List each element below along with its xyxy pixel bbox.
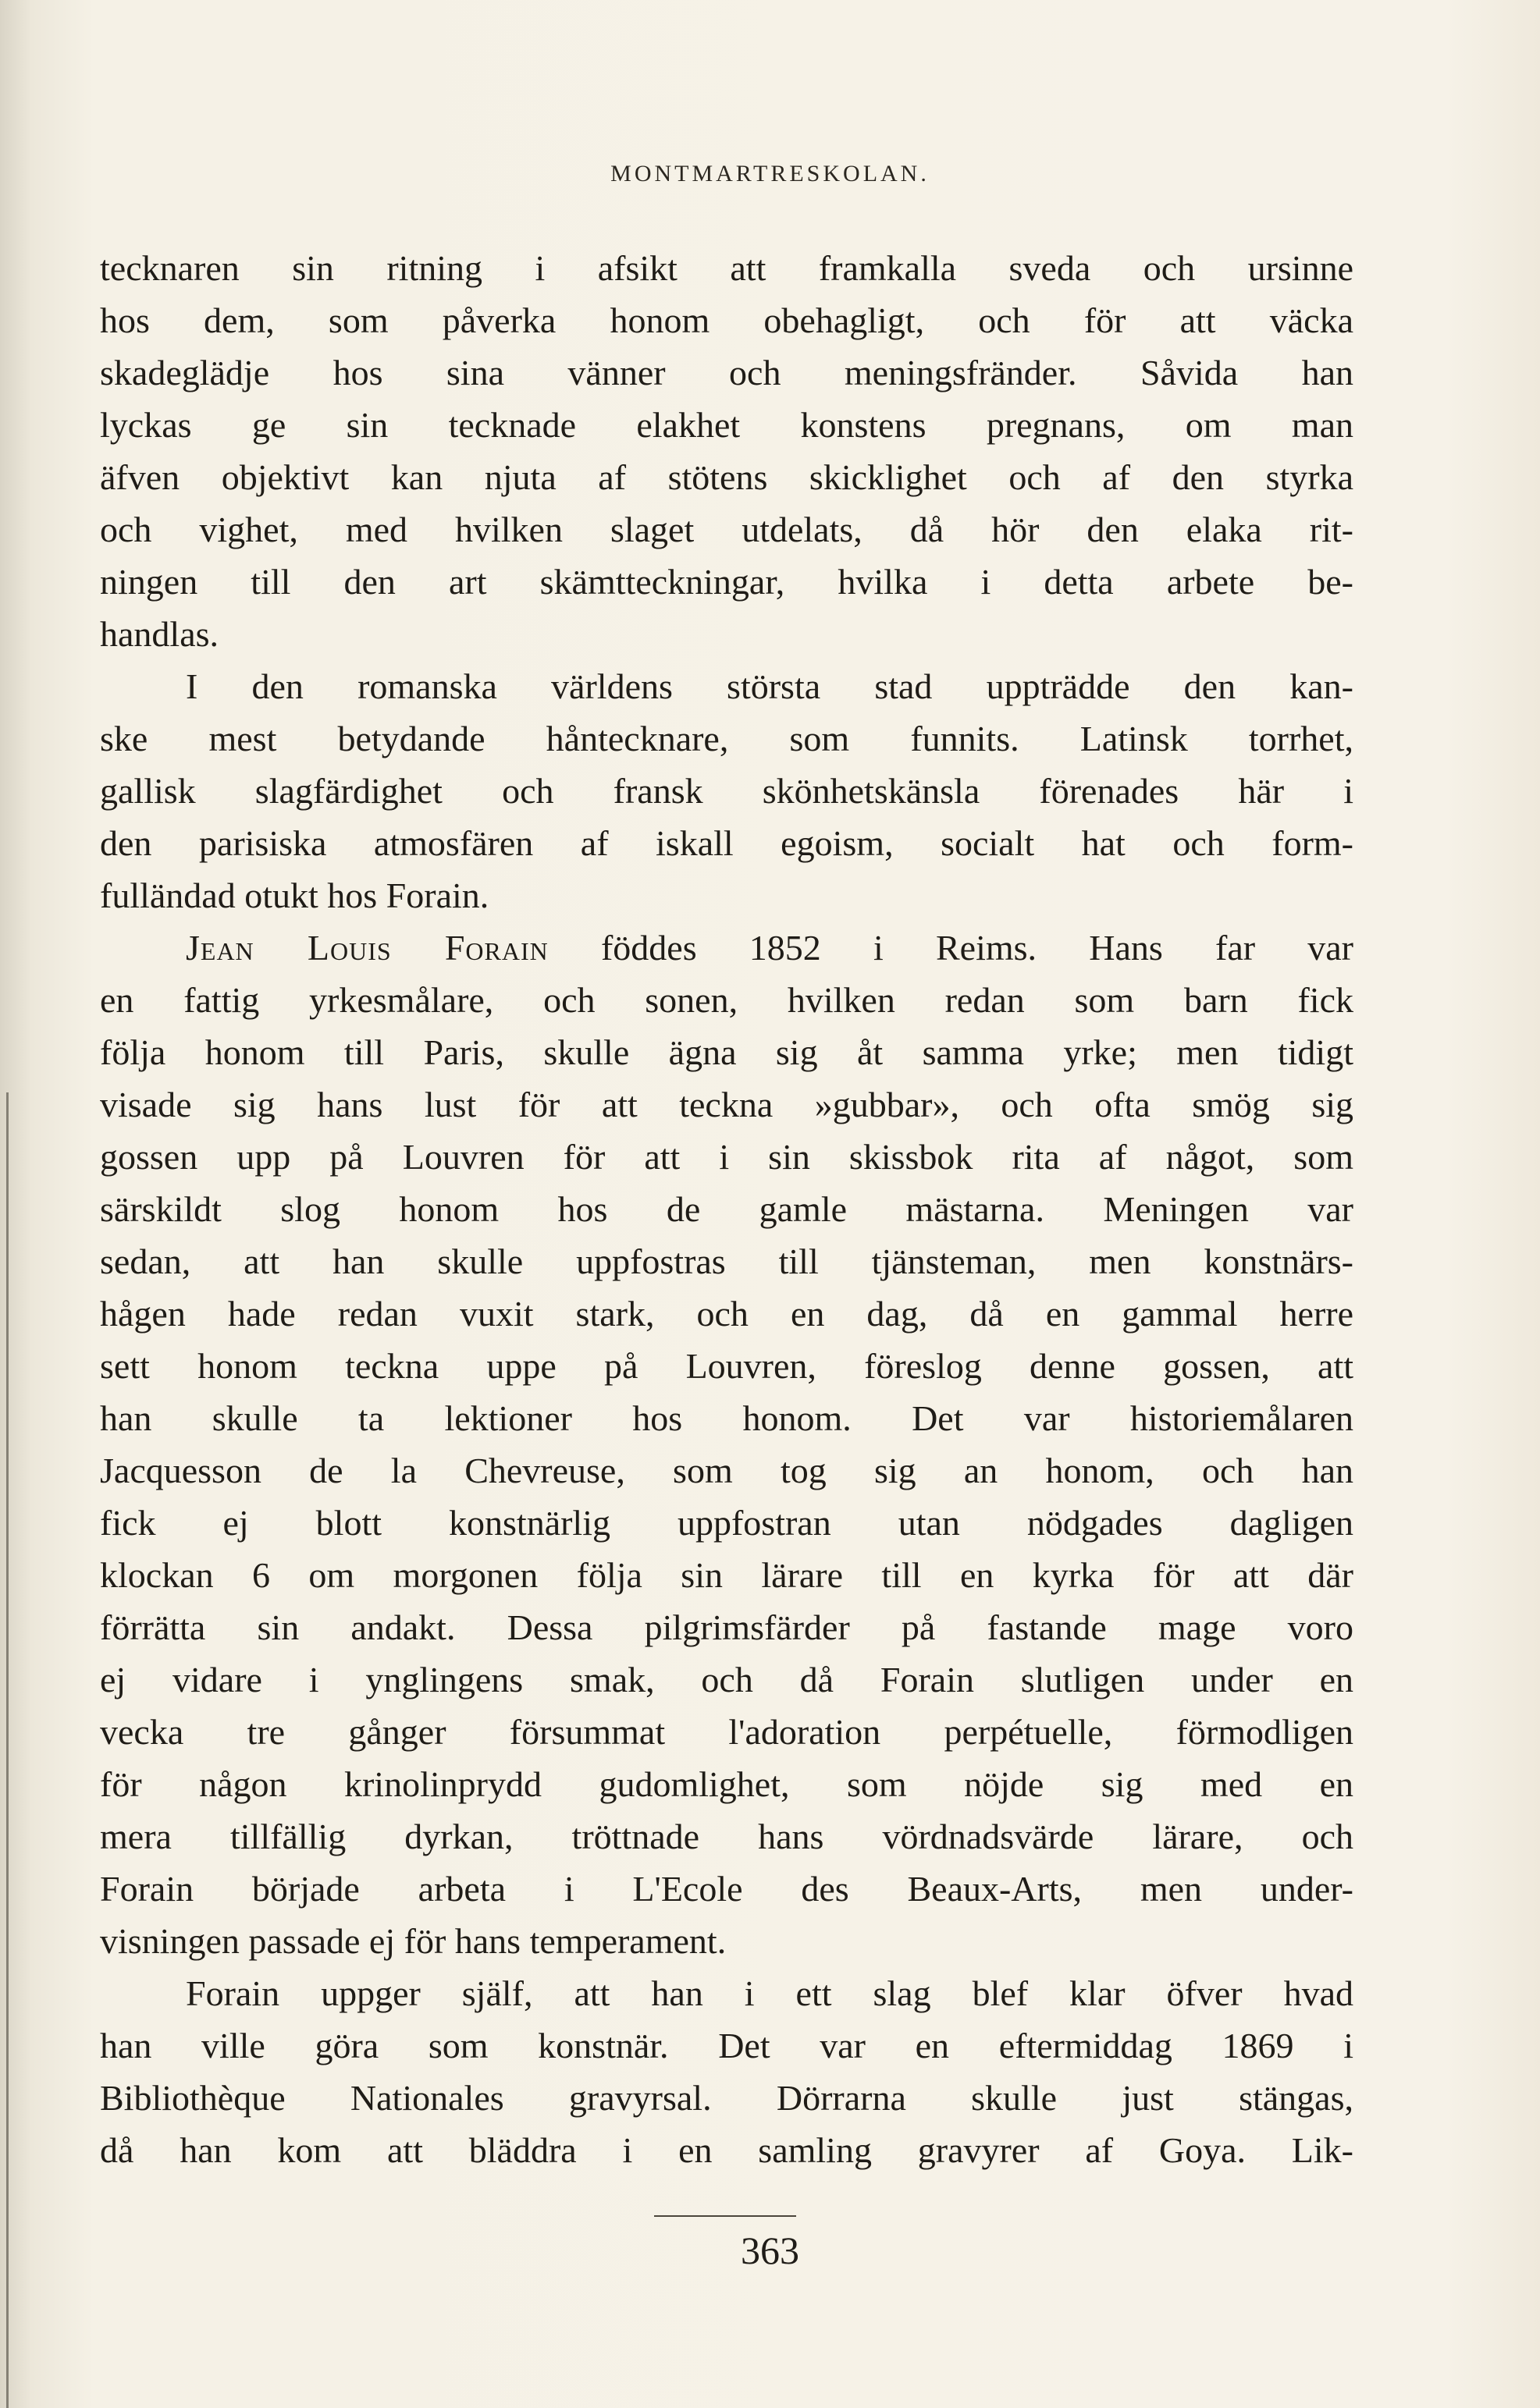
text-line: skadeglädje hos sina vänner och meningsfränder. Såvida han <box>100 353 1353 392</box>
text-line: vecka tre gånger försummat l'adoration perpétuelle, förmodligen <box>100 1712 1353 1752</box>
text-line: ej vidare i ynglingens smak, och då Forain slutligen under en <box>100 1660 1353 1699</box>
text-line: följa honom till Paris, skulle ägna sig åt samma yrke; men tidigt <box>100 1032 1353 1072</box>
text-line: handlas. <box>100 614 219 654</box>
text-line-with-name <box>100 922 1353 974</box>
text-line: han skulle ta lektioner hos honom. Det var historiemålaren <box>100 1398 1353 1438</box>
text-line: sedan, att han skulle uppfostras till tjänsteman, men konstnärs- <box>100 1241 1353 1281</box>
text-line: Jacquesson de la Chevreuse, som tog sig an honom, och han <box>100 1451 1353 1490</box>
text-line: mera tillfällig dyrkan, tröttnade hans vördnadsvärde lärare, och <box>100 1817 1353 1856</box>
text-line: lyckas ge sin tecknade elakhet konstens pregnans, om man <box>100 405 1353 445</box>
text-line: hos dem, som påverka honom obehagligt, och för att väcka <box>100 300 1353 340</box>
text-line: den parisiska atmosfären af iskall egoism, socialt hat och form- <box>100 823 1353 863</box>
text-line: en fattig yrkesmålare, och sonen, hvilken redan som barn fick <box>100 980 1353 1020</box>
text-line: visade sig hans lust för att teckna »gubbar», och ofta smög sig <box>100 1085 1353 1124</box>
text-line: I den romanska världens största stad uppträdde den kan- <box>186 666 1353 706</box>
text-line-rest: föddes 1852 i Reims. Hans far var <box>548 928 1353 968</box>
text-line: Bibliothèque Nationales gravyrsal. Dörrarna skulle just stängas, <box>100 2078 1353 2118</box>
text-line: fick ej blott konstnärlig uppfostran utan nödgades dagligen <box>100 1503 1353 1543</box>
text-line: förrätta sin andakt. Dessa pilgrimsfärder på fastande mage voro <box>100 1607 1353 1647</box>
text-line: sett honom teckna uppe på Louvren, föreslog denne gossen, att <box>100 1346 1353 1386</box>
page-number: 363 <box>741 2229 799 2272</box>
text-line: för någon krinolinprydd gudomlighet, som nöjde sig med en <box>100 1764 1353 1804</box>
text-line: äfven objektivt kan njuta af stötens skicklighet och af den styrka <box>100 457 1353 497</box>
author-name: Jean Louis Forain <box>186 928 549 968</box>
binding-edge <box>6 1092 9 2408</box>
text-line: fulländad otukt hos Forain. <box>100 875 489 915</box>
text-line: klockan 6 om morgonen följa sin lärare till en kyrka för att där <box>100 1555 1353 1595</box>
text-line: ske mest betydande håntecknare, som funnits. Latinsk torrhet, <box>100 719 1353 758</box>
body-text <box>100 242 1353 2176</box>
text-line: ningen till den art skämtteckningar, hvilka i detta arbete be- <box>100 562 1353 602</box>
text-line: visningen passade ej för hans temperament. <box>100 1921 727 1961</box>
text-line: och vighet, med hvilken slaget utdelats, då hör den elaka rit- <box>100 510 1353 549</box>
text-line: särskildt slog honom hos de gamle mästarna. Meningen var <box>100 1189 1353 1229</box>
text-line: Forain började arbeta i L'Ecole des Beaux-Arts, men under- <box>100 1869 1353 1909</box>
text-line: hågen hade redan vuxit stark, och en dag, då en gammal herre <box>100 1294 1353 1334</box>
text-line: han ville göra som konstnär. Det var en eftermiddag 1869 i <box>100 2026 1353 2065</box>
text-line: då han kom att bläddra i en samling gravyrer af Goya. Lik- <box>100 2130 1353 2170</box>
folio-rule <box>654 2215 796 2217</box>
text-line: Forain uppger själf, att han i ett slag blef klar öfver hvad <box>186 1973 1353 2013</box>
text-line: gossen upp på Louvren för att i sin skissbok rita af något, som <box>100 1137 1353 1177</box>
running-head: MONTMARTRESKOLAN. <box>610 161 930 186</box>
text-line: tecknaren sin ritning i afsikt att framkalla sveda och ursinne <box>100 248 1353 288</box>
text-line: gallisk slagfärdighet och fransk skönhetskänsla förenades här i <box>100 771 1353 811</box>
